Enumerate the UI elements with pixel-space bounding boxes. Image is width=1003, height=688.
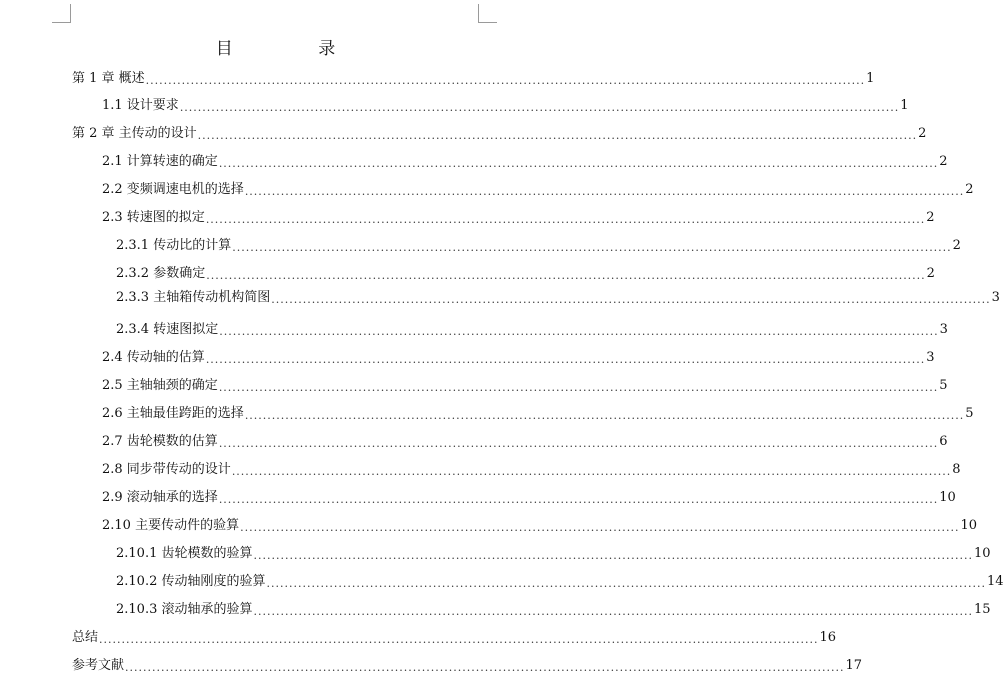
toc-entry[interactable] <box>116 573 1003 591</box>
toc-entry-label: 2.4 传动轴的估算 <box>102 350 205 365</box>
toc-leader-dots: ................................................................................................................................................................ <box>218 493 939 506</box>
toc-entry-page-number: 10 <box>960 518 978 533</box>
toc-entry[interactable] <box>102 405 974 423</box>
toc-entry-page-number: 5 <box>939 378 948 393</box>
toc-entry-page-number: 8 <box>952 462 961 477</box>
toc-leader-dots: ................................................................................................................................................................ <box>253 605 973 618</box>
toc-entry-page-number: 2 <box>952 238 961 253</box>
toc-leader-dots: ................................................................................................................................................................ <box>206 269 926 282</box>
toc-leader-dots: ................................................................................................................................................................ <box>99 633 819 646</box>
toc-entry-page-number: 14 <box>986 574 1003 589</box>
toc-entry-label: 2.3.1 传动比的计算 <box>116 238 232 253</box>
toc-entry-page-number: 6 <box>939 434 948 449</box>
toc-entry-label: 2.3.4 转速图拟定 <box>116 322 219 337</box>
toc-entry[interactable] <box>72 657 863 675</box>
toc-entry[interactable] <box>102 461 961 479</box>
toc-entry-page-number: 15 <box>973 602 991 617</box>
toc-entry[interactable] <box>72 629 837 647</box>
toc-entry-page-number: 2 <box>926 210 935 225</box>
toc-leader-dots: ................................................................................................................................................................ <box>218 437 939 450</box>
toc-leader-dots: ................................................................................................................................................................ <box>253 549 973 562</box>
toc-entry[interactable] <box>102 97 909 115</box>
toc-entry[interactable] <box>102 433 948 451</box>
toc-entry[interactable] <box>116 289 1000 307</box>
toc-entry-page-number: 10 <box>973 546 991 561</box>
toc-entry-label: 2.9 滚动轴承的选择 <box>102 490 218 505</box>
toc-entry[interactable] <box>116 237 961 255</box>
toc-entry-label: 2.3.2 参数确定 <box>116 266 206 281</box>
toc-entry-label: 2.10.3 滚动轴承的验算 <box>116 602 253 617</box>
toc-entry-page-number: 1 <box>866 71 875 86</box>
toc-entry-label: 2.8 同步带传动的设计 <box>102 462 231 477</box>
toc-entry-page-number: 2 <box>965 182 974 197</box>
toc-entry-label: 第 2 章 主传动的设计 <box>72 126 197 141</box>
toc-entry[interactable] <box>102 489 956 507</box>
toc-entry[interactable] <box>102 517 978 535</box>
toc-title: 目 录 <box>215 39 376 59</box>
toc-entry[interactable] <box>116 545 991 563</box>
toc-leader-dots: ................................................................................................................................................................ <box>145 74 866 87</box>
toc-entry-page-number: 2 <box>926 266 935 281</box>
toc-entry[interactable] <box>102 181 974 199</box>
toc-leader-dots: ................................................................................................................................................................ <box>271 293 991 306</box>
toc-entry-label: 2.10.1 齿轮模数的验算 <box>116 546 253 561</box>
toc-entry-label: 2.10 主要传动件的验算 <box>102 518 240 533</box>
toc-entry[interactable] <box>102 377 948 395</box>
toc-leader-dots: ................................................................................................................................................................ <box>244 409 965 422</box>
toc-entry-page-number: 1 <box>900 98 909 113</box>
toc-entry[interactable] <box>102 153 948 171</box>
toc-entry[interactable] <box>72 125 927 143</box>
toc-entry-label: 2.3.3 主轴箱传动机构简图 <box>116 290 271 305</box>
toc-entry[interactable] <box>102 209 935 227</box>
toc-entry-label: 2.2 变频调速电机的选择 <box>102 182 244 197</box>
toc-leader-dots: ................................................................................................................................................................ <box>125 661 845 674</box>
toc-entry-label: 2.3 转速图的拟定 <box>102 210 205 225</box>
toc-entry[interactable] <box>116 265 935 283</box>
toc-entry-label: 2.5 主轴轴颈的确定 <box>102 378 218 393</box>
toc-leader-dots: ................................................................................................................................................................ <box>232 241 952 254</box>
toc-entry-label: 参考文献 <box>72 658 125 673</box>
toc-leader-dots: ................................................................................................................................................................ <box>197 129 918 142</box>
toc-entry-label: 2.7 齿轮模数的估算 <box>102 434 218 449</box>
toc-leader-dots: ................................................................................................................................................................ <box>266 577 986 590</box>
toc-entry-page-number: 17 <box>845 658 863 673</box>
toc-entry-page-number: 10 <box>939 490 956 505</box>
toc-leader-dots: ................................................................................................................................................................ <box>218 157 939 170</box>
toc-leader-dots: ................................................................................................................................................................ <box>205 353 926 366</box>
toc-entry-label: 1.1 设计要求 <box>102 98 179 113</box>
toc-entry-label: 2.1 计算转速的确定 <box>102 154 218 169</box>
toc-leader-dots: ................................................................................................................................................................ <box>244 185 965 198</box>
toc-leader-dots: ................................................................................................................................................................ <box>231 465 952 478</box>
toc-leader-dots: ................................................................................................................................................................ <box>240 521 960 534</box>
toc-leader-dots: ................................................................................................................................................................ <box>205 213 926 226</box>
toc-entry[interactable] <box>72 70 875 88</box>
toc-entry-label: 2.6 主轴最佳跨距的选择 <box>102 406 244 421</box>
toc-entry[interactable] <box>116 321 948 339</box>
toc-entry-page-number: 3 <box>926 350 935 365</box>
toc-leader-dots: ................................................................................................................................................................ <box>179 101 900 114</box>
toc-entry-page-number: 16 <box>819 630 837 645</box>
toc-entry-label: 第 1 章 概述 <box>72 71 145 86</box>
toc-entry-label: 2.10.2 传动轴刚度的验算 <box>116 574 266 589</box>
toc-entry-page-number: 2 <box>918 126 927 141</box>
toc-entry-label: 总结 <box>72 630 99 645</box>
toc-entry-page-number: 3 <box>991 290 1000 305</box>
toc-entry-page-number: 2 <box>939 154 948 169</box>
toc-leader-dots: ................................................................................................................................................................ <box>219 325 939 338</box>
toc-entry[interactable] <box>116 601 991 619</box>
toc-entry[interactable] <box>102 349 935 367</box>
toc-entry-page-number: 5 <box>965 406 974 421</box>
toc-leader-dots: ................................................................................................................................................................ <box>218 381 939 394</box>
toc-entry-page-number: 3 <box>939 322 948 337</box>
